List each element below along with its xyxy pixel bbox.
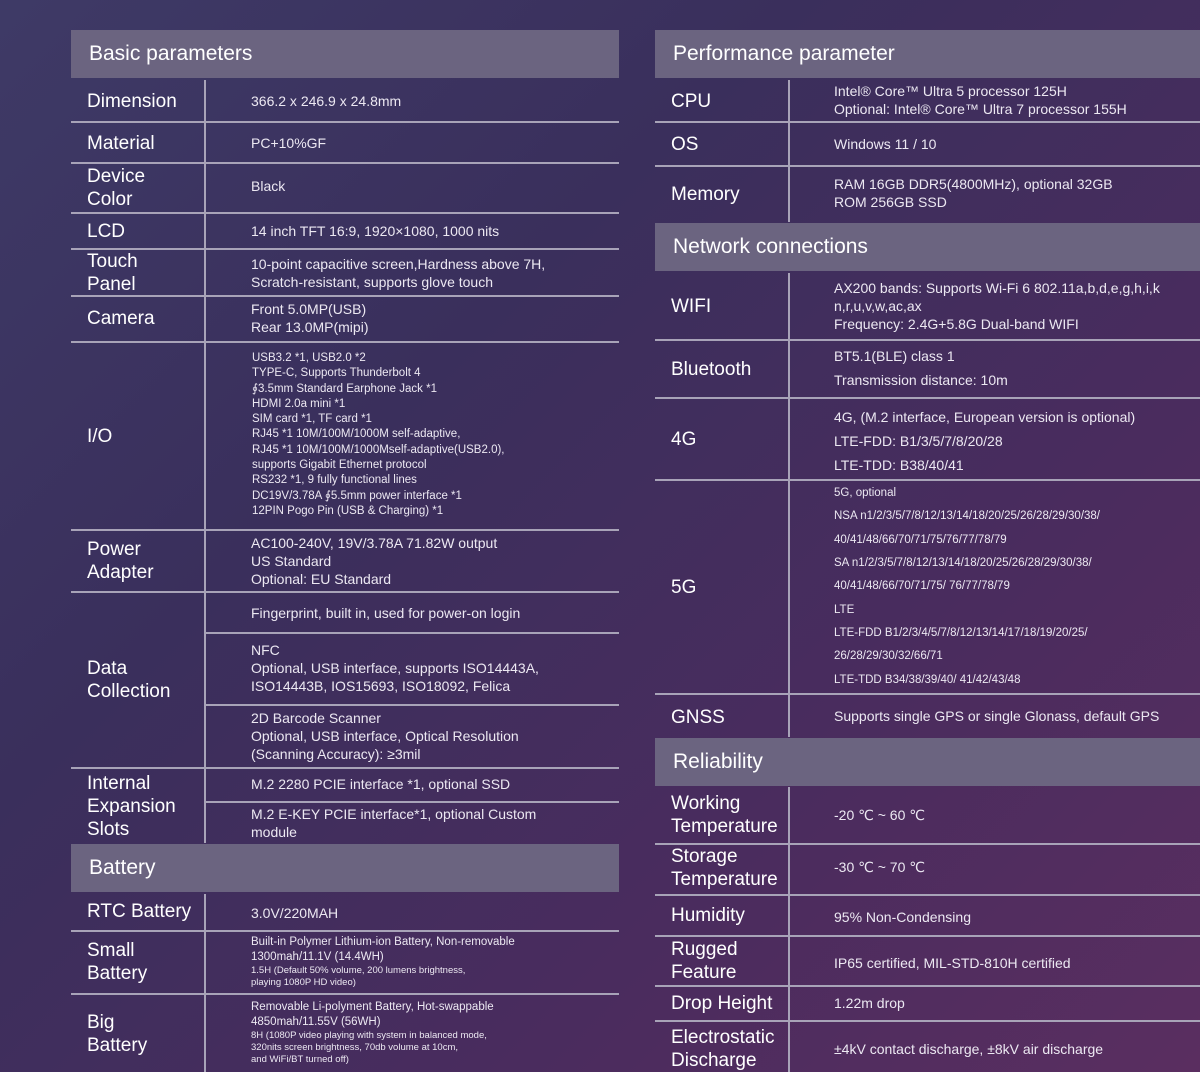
- label-dimension: Dimension: [87, 90, 177, 112]
- label-device-color: Device Color: [87, 166, 146, 210]
- value-line: LTE-FDD: B1/3/5/7/8/20/28: [834, 433, 1003, 449]
- value-line: DC19V/3.78A ∮5.5mm power interface *1: [252, 489, 462, 502]
- value-device-color: [251, 164, 285, 208]
- value-line: (Scanning Accuracy): ≥3mil: [251, 746, 421, 762]
- section-header-battery: Battery: [71, 844, 619, 892]
- value-barcode-scanner: [251, 708, 519, 764]
- label-wifi: WIFI: [671, 295, 712, 317]
- value-4g: [834, 405, 1135, 477]
- label-drop-height: Drop Height: [671, 992, 773, 1014]
- value-cpu: [834, 80, 1127, 120]
- value-lcd: [251, 214, 499, 248]
- label-rtc-battery: RTC Battery: [87, 900, 192, 922]
- value-line: AX200 bands: Supports Wi-Fi 6 802.11a,b,d,e,g,h,i,k: [834, 280, 1160, 296]
- value-line: ISO14443B, IOS15693, ISO18092, Felica: [251, 678, 511, 694]
- value-line: Black: [251, 178, 286, 194]
- value-line: Rear 13.0MP(mipi): [251, 319, 369, 335]
- value-memory: [834, 167, 1113, 219]
- label-data-collection: Data Collection: [87, 658, 171, 702]
- value-line: M.2 E-KEY PCIE interface*1, optional Custom: [251, 806, 537, 822]
- value-line: ±4kV contact discharge, ±8kV air discharge: [834, 1041, 1104, 1057]
- value-line: 1300mah/11.1V (14.4WH): [251, 951, 384, 963]
- value-working-temperature: [834, 788, 925, 842]
- label-storage-temperature: Storage Temperature: [671, 846, 778, 890]
- value-rugged-feature: [834, 940, 1071, 986]
- value-line: 95% Non-Condensing: [834, 909, 971, 925]
- value-line: 4G, (M.2 interface, European version is optional): [834, 409, 1136, 425]
- value-line: Removable Li-polyment Battery, Hot-swappable: [251, 1000, 494, 1013]
- value-line: 2D Barcode Scanner: [251, 710, 381, 726]
- value-line: SIM card *1, TF card *1: [252, 413, 372, 426]
- value-5g: [834, 481, 1100, 693]
- value-big-battery: [251, 998, 494, 1068]
- divider: [205, 801, 619, 803]
- divider: [204, 894, 206, 1072]
- value-line: LTE-TDD B34/38/39/40/ 41/42/43/48: [834, 673, 1021, 686]
- label-electrostatic-discharge: Electrostatic Discharge: [671, 1027, 775, 1071]
- value-storage-temperature: [834, 845, 925, 889]
- value-line: 26/28/29/30/32/66/71: [834, 650, 943, 663]
- value-humidity: [834, 898, 971, 936]
- value-io: [252, 351, 505, 523]
- value-line: HDMI 2.0a mini *1: [252, 397, 346, 410]
- label-big-battery: Big Battery: [87, 1011, 148, 1056]
- label-humidity: Humidity: [671, 904, 745, 926]
- divider: [655, 397, 1200, 399]
- label-power-adapter: Power Adapter: [87, 539, 154, 583]
- label-touch-panel: Touch Panel: [87, 251, 138, 295]
- label-4g: 4G: [671, 428, 697, 450]
- label-bluetooth: Bluetooth: [671, 358, 752, 380]
- value-line: 4850mah/11.55V (56WH): [251, 1016, 381, 1028]
- label-working-temperature: Working Temperature: [671, 793, 778, 837]
- value-os: [834, 123, 936, 165]
- value-line: Intel® Core™ Ultra 5 processor 125H: [834, 83, 1067, 99]
- value-line: AC100-240V, 19V/3.78A 71.82W output: [251, 535, 498, 551]
- value-line: Optional: EU Standard: [251, 571, 392, 587]
- value-line: ROM 256GB SSD: [834, 194, 947, 210]
- value-line: US Standard: [251, 553, 332, 569]
- value-line: Fingerprint, built in, used for power-on login: [251, 605, 521, 621]
- label-material: Material: [87, 132, 155, 154]
- value-note: playing 1080P HD video): [251, 977, 356, 989]
- value-line: LTE-TDD: B38/40/41: [834, 457, 964, 473]
- value-line: LTE-FDD B1/2/3/4/5/7/8/12/13/14/17/18/19/20/25/: [834, 626, 1088, 639]
- label-rugged-feature: Rugged Feature: [671, 939, 738, 983]
- value-line: 3.0V/220MAH: [251, 905, 339, 921]
- value-line: supports Gigabit Ethernet protocol: [252, 459, 427, 472]
- value-line: SA n1/2/3/5/7/8/12/13/14/18/20/25/26/28/29/30/38/: [834, 557, 1092, 570]
- value-bluetooth: [834, 343, 1008, 393]
- value-line: 5G, optional: [834, 487, 897, 500]
- value-line: Supports single GPS or single Glonass, default GPS: [834, 708, 1160, 724]
- value-material: [251, 123, 326, 163]
- divider: [788, 80, 790, 222]
- label-io: I/O: [87, 425, 113, 447]
- value-ekey-slot: [251, 804, 536, 842]
- value-line: PC+10%GF: [251, 135, 327, 151]
- value-line: 10-point capacitive screen,Hardness above 7H,: [251, 256, 546, 272]
- value-line: Optional, USB interface, Optical Resolution: [251, 728, 519, 744]
- label-camera: Camera: [87, 307, 155, 329]
- value-line: Front 5.0MP(USB): [251, 301, 367, 317]
- value-wifi: [834, 279, 1160, 333]
- value-line: -20 ℃ ~ 60 ℃: [834, 807, 925, 823]
- divider: [788, 787, 790, 1072]
- value-drop-height: [834, 987, 905, 1019]
- value-small-battery: [251, 934, 515, 990]
- divider: [788, 273, 790, 737]
- value-line: M.2 2280 PCIE interface *1, optional SSD: [251, 776, 511, 792]
- value-line: 40/41/48/66/70/71/75/76/77/78/79: [834, 533, 1007, 546]
- divider: [71, 930, 619, 932]
- label-expansion-slots: Internal Expansion Slots: [87, 772, 176, 840]
- value-line: ∮3.5mm Standard Earphone Jack *1: [252, 382, 437, 395]
- section-header-performance: Performance parameter: [655, 30, 1200, 78]
- value-camera: [251, 297, 368, 339]
- label-cpu: CPU: [671, 90, 712, 112]
- value-line: 14 inch TFT 16:9, 1920×1080, 1000 nits: [251, 223, 500, 239]
- value-note: 8H (1080P video playing with system in balanced mode,: [251, 1030, 487, 1042]
- value-line: LTE: [834, 603, 855, 616]
- divider: [205, 632, 619, 634]
- value-line: BT5.1(BLE) class 1: [834, 348, 955, 364]
- value-line: Frequency: 2.4G+5.8G Dual-band WIFI: [834, 316, 1079, 332]
- value-power-adapter: [251, 533, 497, 589]
- label-lcd: LCD: [87, 220, 126, 242]
- value-line: RJ45 *1 10M/100M/1000Mself-adaptive(USB2.0),: [252, 443, 505, 456]
- value-line: 366.2 x 246.9 x 24.8mm: [251, 93, 402, 109]
- value-line: Scratch-resistant, supports glove touch: [251, 274, 494, 290]
- value-gnss: [834, 695, 1159, 737]
- value-line: Optional: Intel® Core™ Ultra 7 processor 155H: [834, 101, 1127, 117]
- value-line: NFC: [251, 642, 280, 658]
- section-header-network: Network connections: [655, 223, 1200, 271]
- value-line: 1.22m drop: [834, 995, 905, 1011]
- value-line: module: [251, 824, 297, 840]
- divider: [204, 80, 206, 843]
- value-line: -30 ℃ ~ 70 ℃: [834, 859, 925, 875]
- label-memory: Memory: [671, 183, 740, 205]
- value-fingerprint: [251, 593, 520, 633]
- value-line: IP65 certified, MIL-STD-810H certified: [834, 955, 1071, 971]
- value-line: Optional, USB interface, supports ISO14443A,: [251, 660, 539, 676]
- label-gnss: GNSS: [671, 706, 725, 728]
- divider: [71, 341, 619, 343]
- value-line: Built-in Polymer Lithium-ion Battery, Non-removable: [251, 935, 515, 948]
- divider: [205, 704, 619, 706]
- label-5g: 5G: [671, 576, 697, 598]
- value-line: Transmission distance: 10m: [834, 372, 1008, 388]
- value-note: and WiFi/BT turned off): [251, 1054, 349, 1066]
- value-line: RAM 16GB DDR5(4800MHz), optional 32GB: [834, 176, 1113, 192]
- section-header-basic: Basic parameters: [71, 30, 619, 78]
- divider: [71, 162, 619, 164]
- value-dimension: [251, 80, 401, 122]
- divider: [655, 1020, 1200, 1022]
- value-line: TYPE-C, Supports Thunderbolt 4: [252, 367, 421, 380]
- value-line: NSA n1/2/3/5/7/8/12/13/14/18/20/25/26/28/29/30/38/: [834, 510, 1100, 523]
- value-line: USB3.2 *1, USB2.0 *2: [252, 352, 366, 364]
- value-rtc-battery: [251, 896, 338, 930]
- value-line: Windows 11 / 10: [834, 136, 937, 152]
- label-small-battery: Small Battery: [87, 940, 148, 984]
- value-line: RJ45 *1 10M/100M/1000M self-adaptive,: [252, 428, 461, 441]
- value-line: 12PIN Pogo Pin (USB & Charging) *1: [252, 504, 444, 517]
- value-electrostatic-discharge: [834, 1026, 1103, 1072]
- value-touch-panel: [251, 250, 545, 296]
- value-note: 1.5H (Default 50% volume, 200 lumens brightness,: [251, 965, 466, 977]
- value-note: 320nits screen brightness, 70db volume at 10cm,: [251, 1042, 459, 1054]
- value-ssd-slot: [251, 769, 510, 799]
- value-line: RS232 *1, 9 fully functional lines: [252, 474, 417, 487]
- value-line: n,r,u,v,w,ac,ax: [834, 298, 922, 314]
- value-nfc: [251, 640, 539, 696]
- label-os: OS: [671, 133, 699, 155]
- section-header-reliability: Reliability: [655, 738, 1200, 786]
- value-line: 40/41/48/66/70/71/75/ 76/77/78/79: [834, 580, 1010, 593]
- divider: [71, 993, 619, 995]
